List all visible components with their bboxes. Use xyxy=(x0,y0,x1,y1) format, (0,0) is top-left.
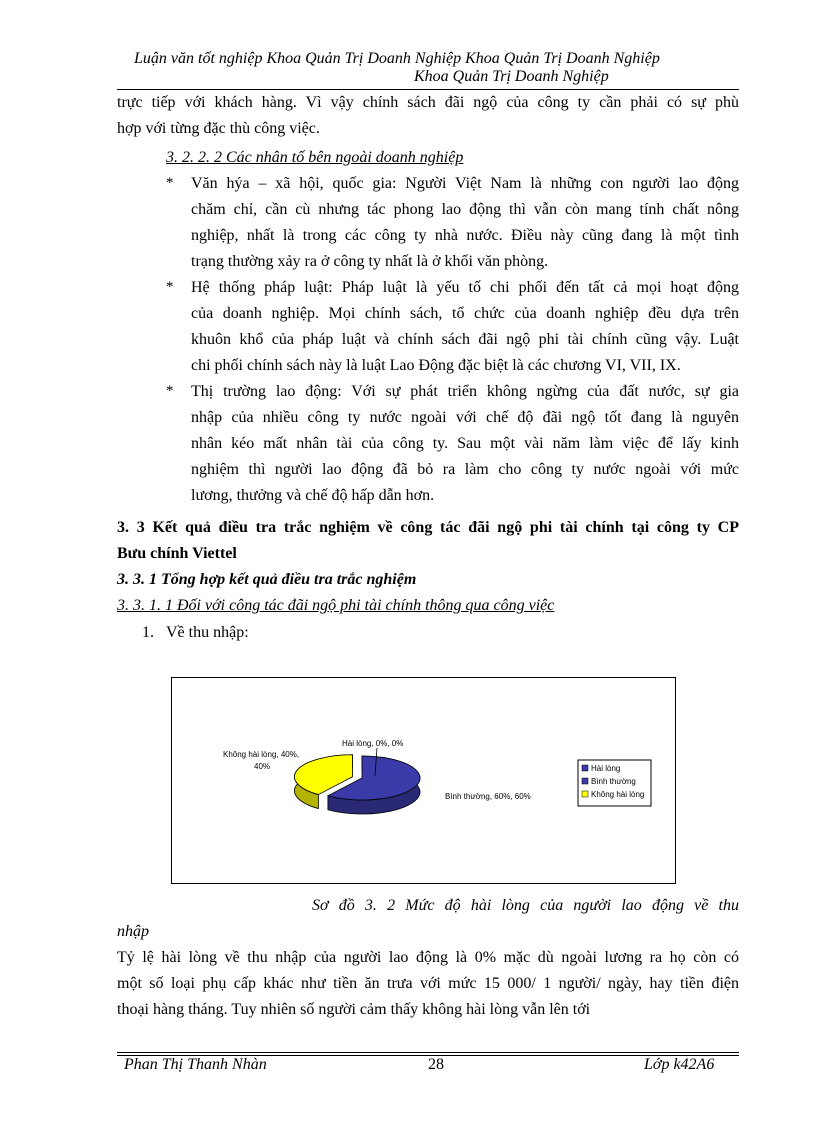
section-heading-line-2: Bưu chính Viettel xyxy=(117,545,237,562)
bullet-symbol: * xyxy=(166,175,174,191)
data-label-khong-hai-long-a: Không hài lòng, 40%, xyxy=(223,750,300,759)
chart-legend xyxy=(578,760,651,806)
bullet-line: Hệ thống pháp luật: Pháp luật là yếu tố chi phối đến tất cả mọi hoạt động xyxy=(191,279,739,296)
after-line-3: thoại hàng tháng. Tuy nhiên số người cảm thấy không hài lòng vẫn lên tới xyxy=(117,1001,591,1018)
footer-class: Lớp k42A6 xyxy=(644,1056,715,1073)
legend-label-khong-hai-long: Không hài lòng xyxy=(591,790,645,799)
list-item-number: 1. xyxy=(142,624,154,641)
intro-line-2: hợp với từng đặc thù công việc. xyxy=(117,120,320,137)
bullet-line: nghiệm thì người lao động đã bỏ ra làm cho công ty nước ngoài với mức xyxy=(191,461,739,478)
footer-rule-top xyxy=(117,1052,739,1053)
bullet-line: chăm chỉ, cần cù nhưng tác phong lao động thì vẫn còn mang tính chất nông xyxy=(191,201,739,218)
pie-chart-frame xyxy=(171,677,676,884)
legend-label-binh-thuong: Bình thường xyxy=(591,777,636,786)
header-line-2: Khoa Quản Trị Doanh Nghiệp xyxy=(414,68,609,85)
after-line-1: Tỷ lệ hài lòng về thu nhập của người lao động là 0% mặc dù ngoài lương ra họ còn có xyxy=(117,949,739,966)
data-label-khong-hai-long-b: 40% xyxy=(254,762,271,771)
section-heading-line-1: 3. 3 Kết quả điều tra trắc nghiệm về công tác đãi ngộ phi tài chính tại công ty CP xyxy=(117,519,739,536)
legend-swatch-binh-thuong xyxy=(582,778,588,784)
bullet-line: Văn hýa – xã hội, quốc gia: Người Việt Nam là những con người lao động xyxy=(191,175,739,192)
header-line-1: Luận văn tốt nghiệp Khoa Quản Trị Doanh Nghiệp Khoa Quản Trị Doanh Nghiệp xyxy=(134,50,660,67)
legend-swatch-khong-hai-long xyxy=(582,791,588,797)
after-line-2: một số loại phụ cấp khác như tiền ăn trưa với mức 15 000/ 1 người/ ngày, hay tiền điện xyxy=(117,975,739,992)
sub-heading: 3. 2. 2. 2 Các nhân tố bên ngoài doanh nghiệp xyxy=(166,149,464,166)
footer-author: Phan Thị Thanh Nhàn xyxy=(124,1056,267,1073)
data-label-hai-long: Hài lòng, 0%, 0% xyxy=(342,739,404,748)
data-label-binh-thuong: Bình thường, 60%, 60% xyxy=(445,792,531,801)
bullet-line: nhân kéo mất nhân tài của công ty. Sau một vài năm làm việc để lấy kinh xyxy=(191,435,739,452)
legend-swatch-hai-long xyxy=(582,765,588,771)
figure-caption-line-1: Sơ đồ 3. 2 Mức độ hài lòng của người lao động về thu xyxy=(312,897,739,914)
bullet-line: của doanh nghiệp. Mọi chính sách, tổ chức của doanh nghiệp đều dựa trên xyxy=(191,305,739,322)
bullet-symbol: * xyxy=(166,279,174,295)
list-item-text: Về thu nhập: xyxy=(166,624,249,641)
bullet-line: nghiệp, nhất là trong các công ty nhà nước. Điều này cũng đang là một tình xyxy=(191,227,739,244)
intro-line-1: trực tiếp với khách hàng. Vì vậy chính sách đãi ngộ của công ty cần phải có sự phù xyxy=(117,94,739,111)
bullet-line: lương, thưởng và chế độ hấp dẫn hơn. xyxy=(191,487,435,504)
sub-section-heading: 3. 3. 1 Tổng hợp kết quả điều tra trắc nghiệm xyxy=(117,571,417,588)
bullet-line: khuôn khổ của pháp luật và chính sách đãi ngộ phi tài chính cũng vậy. Luật xyxy=(191,331,739,348)
footer-page-number: 28 xyxy=(428,1056,444,1073)
legend-label-hai-long: Hài lòng xyxy=(591,764,621,773)
figure-caption-line-2: nhập xyxy=(117,923,149,940)
bullet-line: trạng thường xảy ra ở công ty nhất là ở khối văn phòng. xyxy=(191,253,549,270)
bullet-symbol: * xyxy=(166,383,174,399)
pie-slices xyxy=(294,755,420,814)
bullet-line: nhập của nhiều công ty nước ngoài với chế độ đãi ngộ tốt đang là nguyên xyxy=(191,409,739,426)
bullet-line: Thị trường lao động: Với sự phát triển không ngừng của đất nước, sự gia xyxy=(191,383,739,400)
pie-chart xyxy=(172,678,675,883)
bullet-line: chi phối chính sách này là luật Lao Động đặc biệt là các chương VI, VII, IX. xyxy=(191,357,681,374)
sub-sub-section-heading: 3. 3. 1. 1 Đối với công tác đãi ngộ phi tài chính thông qua công việc xyxy=(117,597,555,614)
